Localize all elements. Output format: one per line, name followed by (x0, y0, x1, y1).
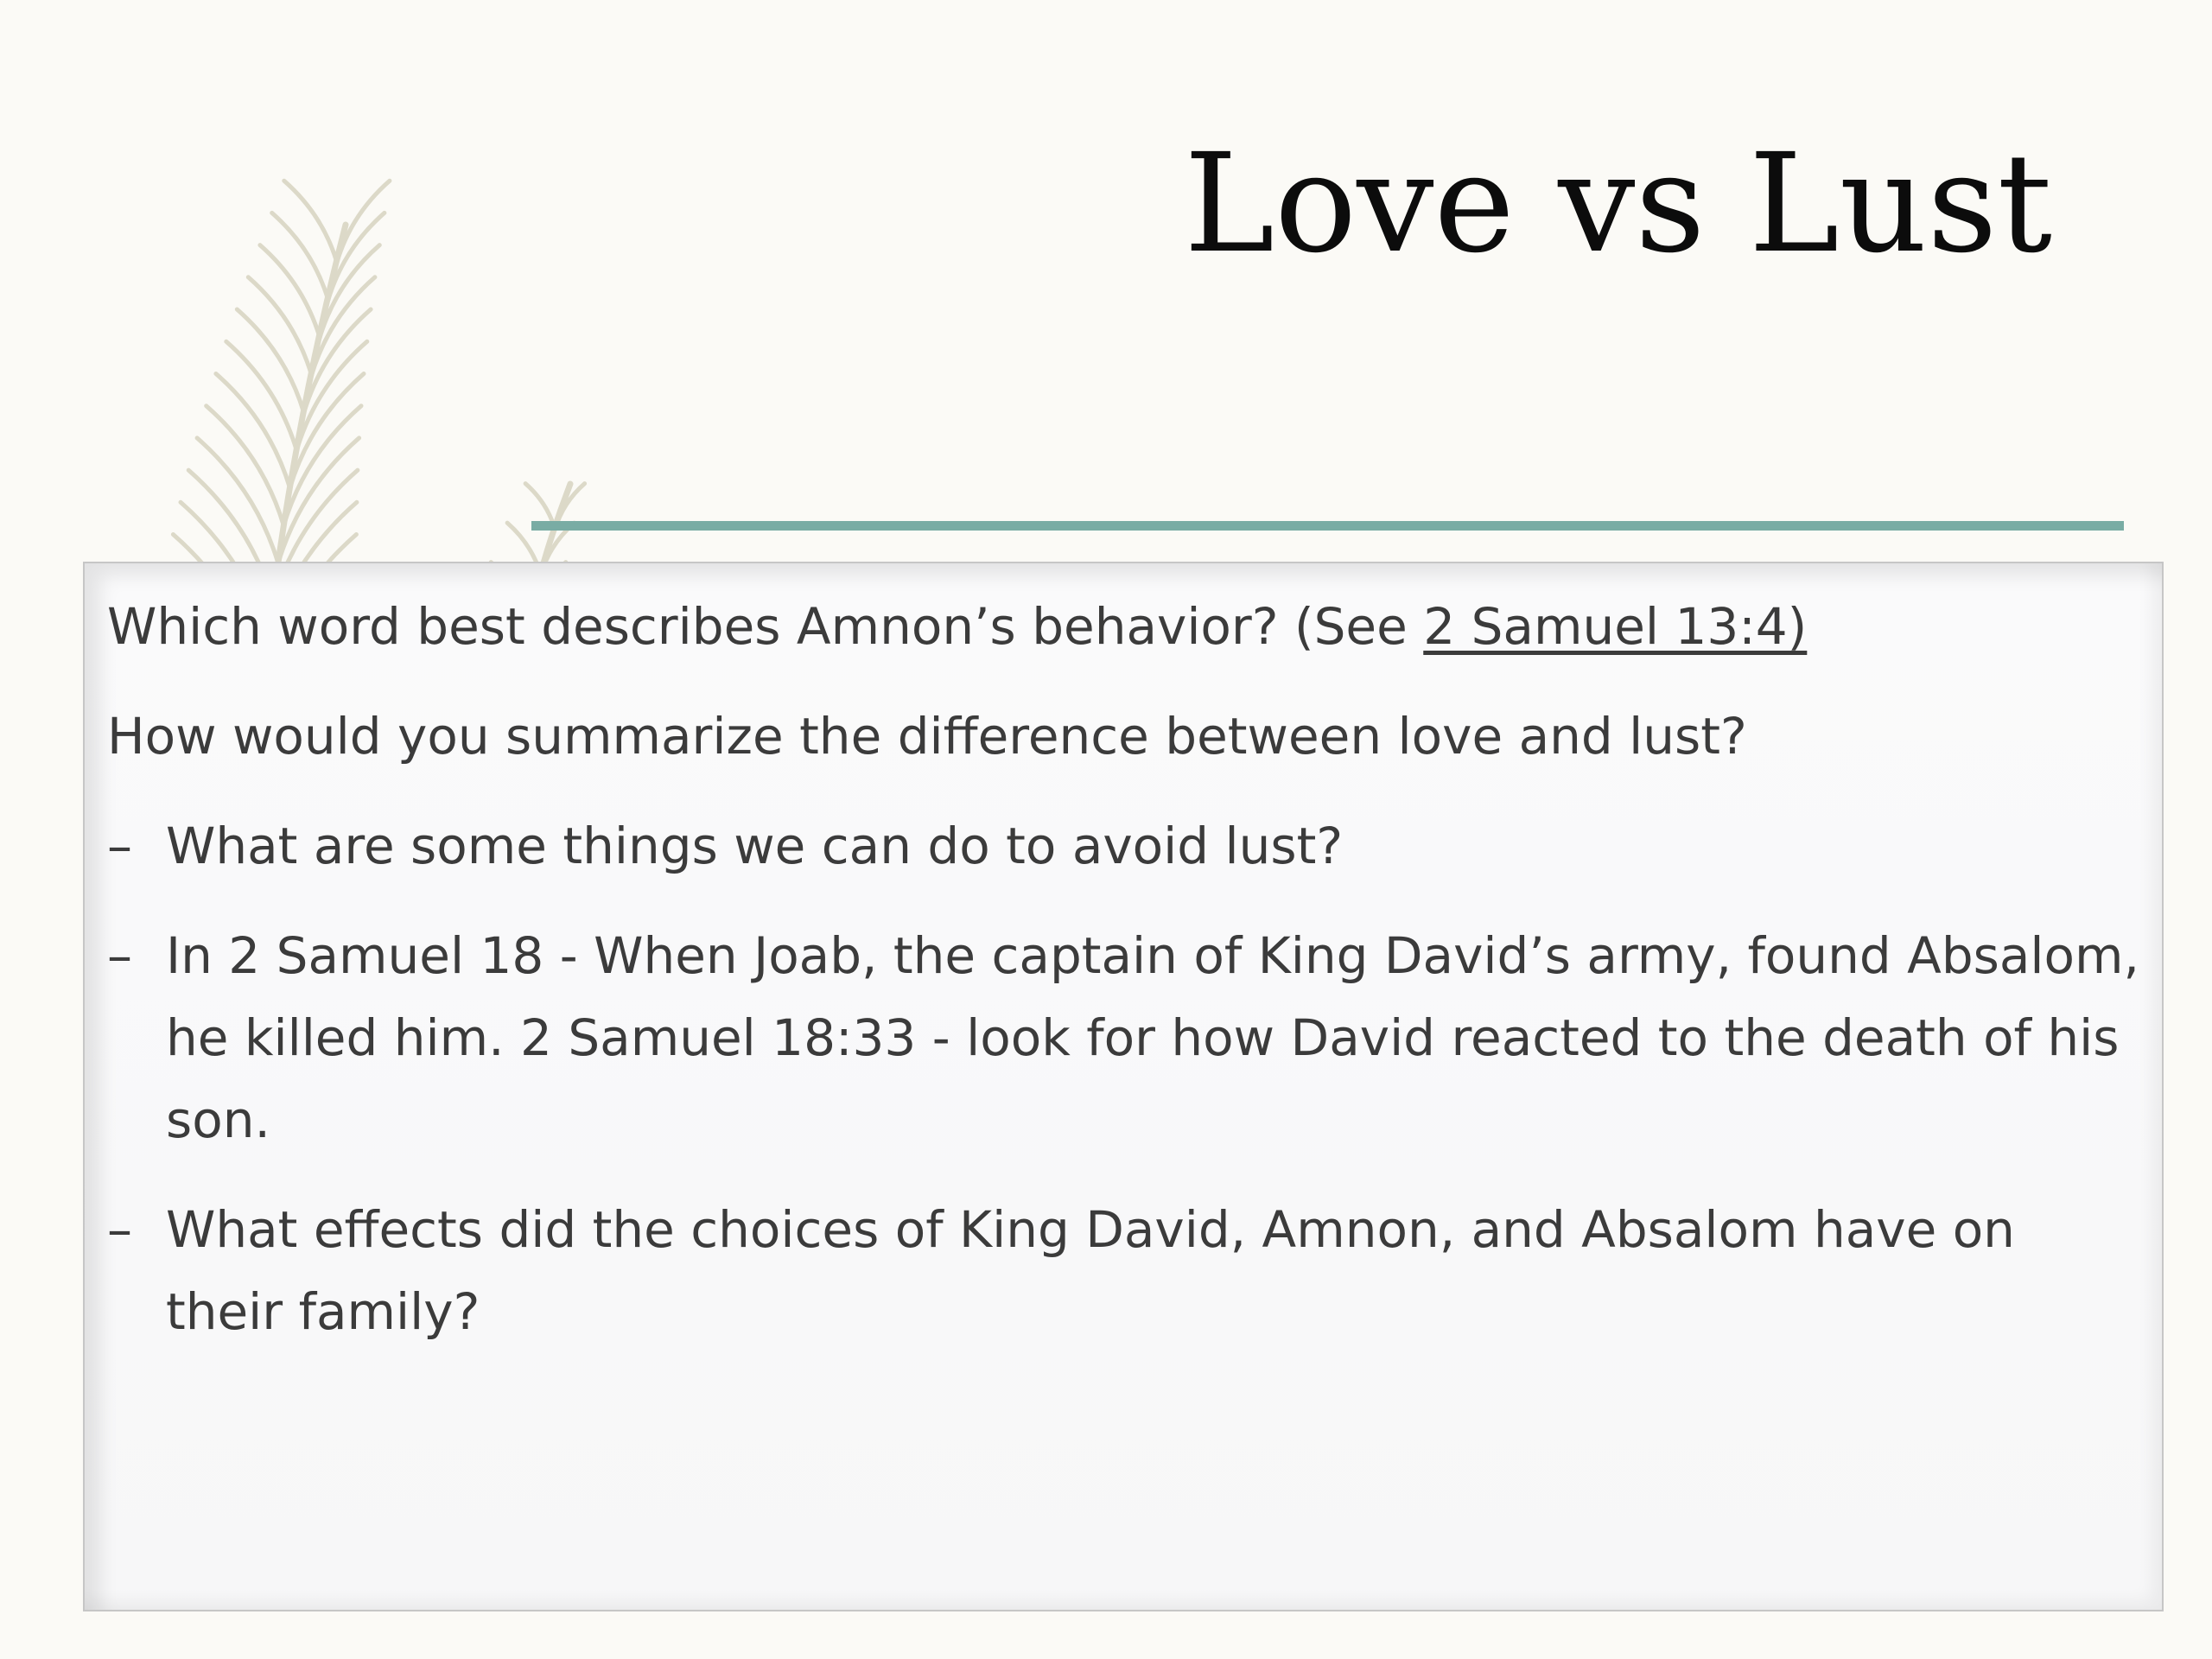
list-dash: – (107, 817, 132, 875)
list-dash: – (107, 926, 132, 985)
scripture-link[interactable]: 2 Samuel 13:4) (1423, 597, 1808, 656)
list-dash: – (107, 1200, 132, 1259)
list-item-text: What effects did the choices of King David, Amnon, and Absalom have on their family? (166, 1200, 2015, 1341)
question-behavior-text: Which word best describes Amnon’s behavior? (See (107, 597, 1424, 656)
question-behavior (107, 586, 2139, 668)
slide-title: Love vs Lust (1184, 124, 2052, 283)
content-box (83, 562, 2164, 1611)
list-item-text: In 2 Samuel 18 - When Joab, the captain of King David’s army, found Absalom, he killed him. 2 Samuel 18:33 - look for how David reacted to the death of his son. (166, 926, 2139, 1149)
list-item (107, 1189, 2139, 1353)
question-summary: How would you summarize the difference between love and lust? (107, 707, 1747, 766)
list-item (107, 915, 2139, 1161)
list-item (107, 805, 2139, 887)
title-divider (531, 521, 2124, 531)
list-item-text: What are some things we can do to avoid lust? (166, 817, 1344, 875)
